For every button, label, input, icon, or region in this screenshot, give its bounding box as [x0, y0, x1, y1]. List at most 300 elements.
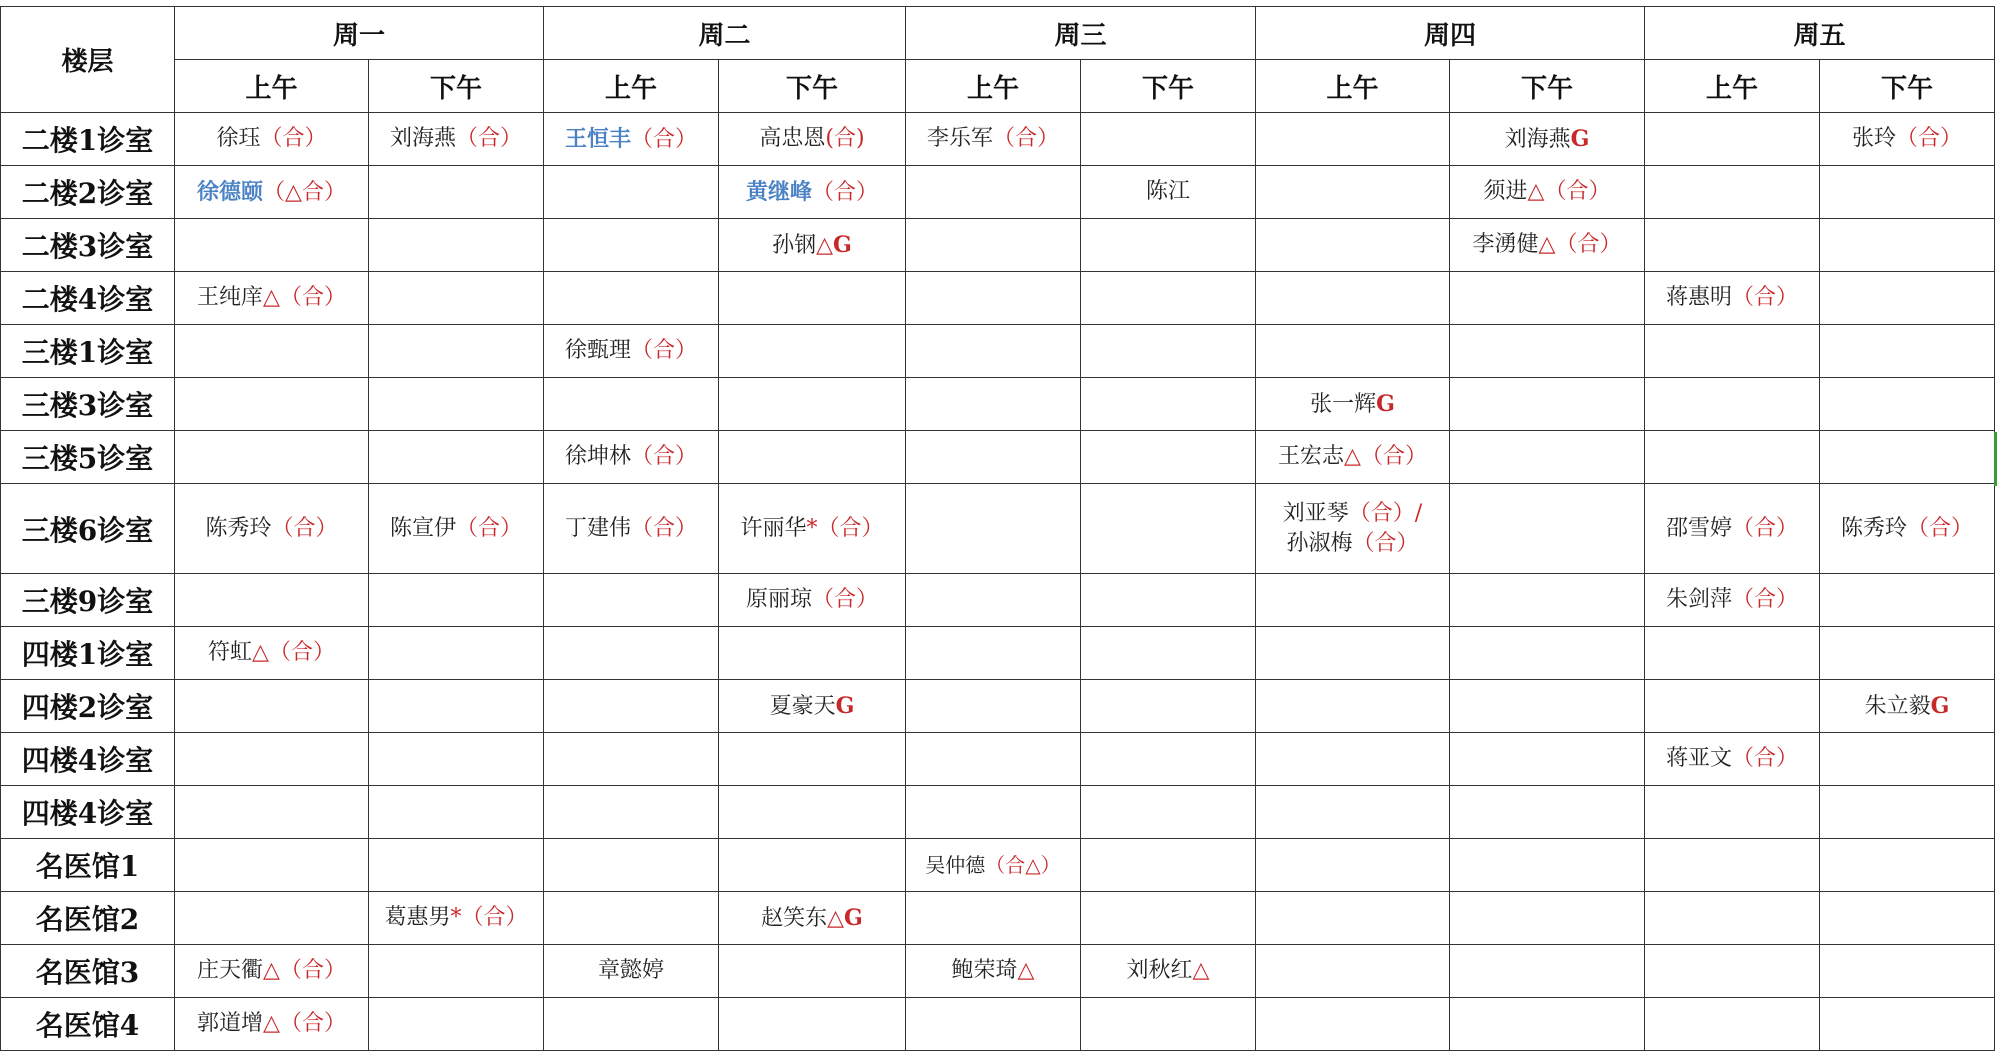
doctor-entry: [1450, 177, 1644, 207]
schedule-slot[interactable]: [1645, 945, 1820, 998]
schedule-slot[interactable]: [1256, 733, 1450, 786]
doctor-entry: [1081, 956, 1255, 986]
schedule-slot[interactable]: [1450, 431, 1645, 484]
schedule-slot[interactable]: [1645, 627, 1820, 680]
schedule-slot[interactable]: [1081, 219, 1256, 272]
schedule-slot[interactable]: [1081, 786, 1256, 839]
schedule-slot[interactable]: [906, 574, 1081, 627]
schedule-slot[interactable]: [1450, 272, 1645, 325]
clinic-type-suffix: G: [1570, 125, 1590, 152]
doctor-name: 原丽琼: [745, 587, 812, 612]
schedule-slot[interactable]: [1450, 219, 1645, 272]
schedule-slot[interactable]: [1820, 998, 1995, 1051]
schedule-slot[interactable]: [1450, 733, 1645, 786]
doctor-name: 符虹: [208, 640, 253, 665]
schedule-slot[interactable]: [1645, 998, 1820, 1051]
schedule-slot[interactable]: [1450, 378, 1645, 431]
doctor-name: 赵笑东: [761, 905, 828, 931]
clinic-type-suffix: △: [1192, 958, 1210, 983]
half-day-header-pm: 下午: [1450, 60, 1645, 113]
schedule-slot[interactable]: [1820, 113, 1995, 166]
schedule-slot[interactable]: [1081, 998, 1256, 1051]
schedule-slot[interactable]: [906, 680, 1081, 733]
doctor-entry: [369, 903, 543, 933]
doctor-name: 孙淑梅: [1286, 530, 1353, 556]
schedule-slot[interactable]: [1450, 680, 1645, 733]
clinic-type-suffix: △（合）: [263, 958, 346, 983]
schedule-slot[interactable]: [1450, 627, 1645, 680]
clinic-type-suffix: （合）: [260, 126, 327, 151]
schedule-slot[interactable]: [369, 166, 544, 219]
schedule-slot[interactable]: [1820, 839, 1995, 892]
schedule-slot[interactable]: [1081, 431, 1256, 484]
schedule-slot[interactable]: [1820, 325, 1995, 378]
clinic-type-suffix: （合）: [1732, 746, 1799, 771]
schedule-slot[interactable]: [1820, 680, 1995, 733]
table-row: [1, 627, 1995, 680]
half-day-header-pm: 下午: [1820, 60, 1995, 113]
table-row: [1, 998, 1995, 1051]
day-header-fri: 周五: [1645, 7, 1995, 60]
floor-room-cell: 四楼4诊室: [1, 733, 175, 786]
schedule-slot[interactable]: [175, 166, 369, 219]
schedule-slot[interactable]: [1256, 786, 1450, 839]
schedule-slot[interactable]: [906, 431, 1081, 484]
schedule-slot[interactable]: [369, 839, 544, 892]
schedule-slot[interactable]: [1081, 945, 1256, 998]
doctor-name: 陈秀玲: [205, 515, 272, 541]
schedule-slot[interactable]: [719, 431, 906, 484]
doctor-name: 朱剑萍: [1665, 587, 1732, 612]
half-day-header-pm: 下午: [369, 60, 544, 113]
schedule-slot[interactable]: [719, 945, 906, 998]
schedule-slot[interactable]: [175, 945, 369, 998]
doctor-name: 朱立毅: [1864, 693, 1931, 719]
doctor-entry: [175, 638, 368, 668]
half-day-header-am: 上午: [175, 60, 369, 113]
schedule-slot[interactable]: [1081, 892, 1256, 945]
table-row: [1, 272, 1995, 325]
schedule-slot[interactable]: [1820, 733, 1995, 786]
schedule-slot[interactable]: [175, 998, 369, 1051]
schedule-slot[interactable]: [369, 272, 544, 325]
schedule-slot[interactable]: [1645, 166, 1820, 219]
floor-room-cell: 二楼4诊室: [1, 272, 175, 325]
doctor-name: 夏豪天: [769, 693, 836, 719]
doctor-name: 高忠恩: [759, 126, 826, 151]
clinic-type-suffix: G: [835, 692, 855, 719]
schedule-slot[interactable]: [175, 325, 369, 378]
doctor-name: 须进: [1483, 179, 1528, 204]
schedule-slot[interactable]: [369, 113, 544, 166]
day-header-tue: 周二: [544, 7, 906, 60]
schedule-slot[interactable]: [1256, 945, 1450, 998]
schedule-slot[interactable]: [1081, 166, 1256, 219]
clinic-type-suffix: （合）: [1896, 126, 1963, 151]
schedule-slot[interactable]: [1256, 166, 1450, 219]
floor-room-cell: 名医馆4: [1, 998, 175, 1051]
schedule-slot[interactable]: [906, 733, 1081, 786]
schedule-slot[interactable]: [1256, 113, 1450, 166]
schedule-slot[interactable]: [1645, 786, 1820, 839]
clinic-type-suffix: （△合）: [263, 179, 346, 205]
schedule-slot[interactable]: [1645, 431, 1820, 484]
doctor-entry: [1820, 124, 1994, 154]
schedule-slot[interactable]: [1450, 325, 1645, 378]
doctor-entry: [906, 850, 1080, 880]
schedule-slot[interactable]: [1081, 574, 1256, 627]
schedule-slot[interactable]: [1645, 113, 1820, 166]
clinic-type-suffix: △（合）: [1538, 232, 1622, 257]
clinic-type-suffix: *（合）: [806, 515, 884, 541]
doctor-name: 刘海燕: [389, 126, 456, 151]
clinic-type-suffix: （合△）: [985, 853, 1061, 877]
floor-room-cell: 名医馆1: [1, 839, 175, 892]
schedule-slot[interactable]: [1450, 786, 1645, 839]
clinic-type-suffix: （合）: [1352, 530, 1419, 556]
schedule-slot[interactable]: [1081, 680, 1256, 733]
clinic-type-suffix: （合）/: [1348, 500, 1423, 526]
schedule-slot[interactable]: [906, 113, 1081, 166]
schedule-slot[interactable]: [719, 113, 906, 166]
schedule-slot[interactable]: [906, 786, 1081, 839]
schedule-slot[interactable]: [1820, 945, 1995, 998]
table-row: [1, 786, 1995, 839]
schedule-slot[interactable]: [1450, 113, 1645, 166]
schedule-slot[interactable]: [544, 325, 719, 378]
schedule-slot[interactable]: [1645, 839, 1820, 892]
doctor-entry: [719, 691, 905, 722]
schedule-slot[interactable]: [719, 839, 906, 892]
schedule-slot[interactable]: [1450, 945, 1645, 998]
schedule-slot[interactable]: [369, 627, 544, 680]
schedule-slot[interactable]: [719, 733, 906, 786]
doctor-name: 孙钢: [772, 232, 817, 258]
clinic-type-suffix: （合）: [1732, 285, 1799, 310]
doctor-name: 徐甄理: [564, 338, 631, 363]
doctor-name: 王纯庠: [197, 285, 264, 310]
clinic-type-suffix: △（合）: [1527, 179, 1611, 204]
doctor-name: 张玲: [1851, 126, 1896, 151]
doctor-name: 张一辉: [1310, 391, 1377, 417]
schedule-slot[interactable]: [719, 219, 906, 272]
doctor-name: 葛惠男: [384, 905, 451, 930]
schedule-slot[interactable]: [1820, 786, 1995, 839]
schedule-slot[interactable]: [1256, 680, 1450, 733]
schedule-slot[interactable]: [719, 574, 906, 627]
schedule-slot[interactable]: [719, 378, 906, 431]
doctor-entry: [544, 124, 718, 155]
schedule-slot[interactable]: [1645, 272, 1820, 325]
schedule-slot[interactable]: [369, 574, 544, 627]
doctor-entry: [719, 585, 905, 615]
schedule-slot[interactable]: [1645, 680, 1820, 733]
schedule-slot[interactable]: [369, 219, 544, 272]
table-row: [1, 166, 1995, 219]
doctor-entry: [906, 124, 1080, 154]
doctor-entry: [719, 903, 905, 934]
floor-room-cell: 名医馆3: [1, 945, 175, 998]
schedule-slot[interactable]: [175, 431, 369, 484]
schedule-slot[interactable]: [906, 839, 1081, 892]
doctor-name: 刘秋红: [1126, 958, 1193, 983]
half-day-header-am: 上午: [1645, 60, 1820, 113]
schedule-slot[interactable]: [544, 998, 719, 1051]
schedule-slot[interactable]: [906, 219, 1081, 272]
doctor-entry: [1256, 499, 1449, 529]
schedule-slot[interactable]: [544, 786, 719, 839]
schedule-slot[interactable]: [175, 627, 369, 680]
schedule-slot[interactable]: [1645, 733, 1820, 786]
schedule-slot[interactable]: [175, 113, 369, 166]
schedule-slot[interactable]: [369, 733, 544, 786]
doctor-entry: [719, 514, 905, 544]
schedule-slot[interactable]: [719, 680, 906, 733]
doctor-entry: [1450, 124, 1644, 155]
schedule-slot[interactable]: [544, 378, 719, 431]
schedule-slot[interactable]: [1256, 431, 1450, 484]
schedule-slot[interactable]: [1450, 998, 1645, 1051]
schedule-slot[interactable]: [1820, 574, 1995, 627]
schedule-slot[interactable]: [544, 219, 719, 272]
clinic-type-suffix: △: [1017, 958, 1035, 983]
doctor-entry: [369, 124, 543, 154]
schedule-slot[interactable]: [369, 945, 544, 998]
table-row: [1, 378, 1995, 431]
schedule-slot[interactable]: [906, 325, 1081, 378]
clinic-type-suffix: （合）: [1732, 587, 1799, 612]
schedule-slot[interactable]: [1081, 113, 1256, 166]
floor-room-cell: 二楼3诊室: [1, 219, 175, 272]
schedule-slot[interactable]: [1256, 998, 1450, 1051]
table-row: [1, 680, 1995, 733]
doctor-name: 陈秀玲: [1840, 515, 1907, 541]
schedule-slot[interactable]: [544, 431, 719, 484]
schedule-slot[interactable]: [1256, 839, 1450, 892]
schedule-slot[interactable]: [719, 484, 906, 574]
floor-room-cell: 二楼2诊室: [1, 166, 175, 219]
schedule-slot[interactable]: [544, 892, 719, 945]
doctor-name: 徐坤林: [564, 444, 631, 469]
schedule-slot[interactable]: [369, 484, 544, 574]
clinic-type-suffix: （合）: [1907, 515, 1974, 541]
schedule-slot[interactable]: [719, 627, 906, 680]
schedule-slot[interactable]: [1081, 272, 1256, 325]
doctor-name: 陈江: [1145, 179, 1190, 204]
floor-room-cell: 三楼9诊室: [1, 574, 175, 627]
clinic-type-suffix: （合）: [812, 179, 879, 205]
table-row: [1, 484, 1995, 574]
schedule-slot[interactable]: [1820, 484, 1995, 574]
schedule-slot[interactable]: [1820, 272, 1995, 325]
schedule-slot[interactable]: [544, 680, 719, 733]
clinic-type-suffix: （合）: [631, 338, 698, 363]
schedule-slot[interactable]: [1820, 627, 1995, 680]
schedule-slot[interactable]: [906, 166, 1081, 219]
doctor-name: 许丽华: [740, 515, 807, 541]
half-day-header-pm: 下午: [1081, 60, 1256, 113]
floor-room-cell: 三楼5诊室: [1, 431, 175, 484]
schedule-slot[interactable]: [175, 219, 369, 272]
doctor-name: 李湧健: [1472, 232, 1539, 257]
schedule-slot[interactable]: [544, 166, 719, 219]
schedule-slot[interactable]: [1256, 484, 1450, 574]
clinic-type-suffix: △（合）: [1344, 444, 1427, 469]
schedule-slot[interactable]: [906, 892, 1081, 945]
floor-room-cell: 三楼1诊室: [1, 325, 175, 378]
schedule-slot[interactable]: [719, 325, 906, 378]
schedule-slot[interactable]: [175, 378, 369, 431]
schedule-slot[interactable]: [1820, 166, 1995, 219]
schedule-slot[interactable]: [719, 166, 906, 219]
schedule-slot[interactable]: [1645, 574, 1820, 627]
table-row: [1, 945, 1995, 998]
schedule-slot[interactable]: [175, 892, 369, 945]
schedule-slot[interactable]: [1645, 378, 1820, 431]
schedule-slot[interactable]: [906, 998, 1081, 1051]
table-row: [1, 431, 1995, 484]
doctor-name: 徐珏: [216, 126, 261, 151]
floor-room-cell: 三楼3诊室: [1, 378, 175, 431]
schedule-slot[interactable]: [719, 272, 906, 325]
doctor-entry: [544, 514, 718, 544]
schedule-slot[interactable]: [1081, 378, 1256, 431]
doctor-name: 蒋惠明: [1665, 285, 1732, 310]
schedule-slot[interactable]: [369, 680, 544, 733]
schedule-slot[interactable]: [906, 378, 1081, 431]
schedule-slot[interactable]: [544, 113, 719, 166]
half-day-header-am: 上午: [1256, 60, 1450, 113]
schedule-slot[interactable]: [1081, 839, 1256, 892]
schedule-slot[interactable]: [369, 378, 544, 431]
schedule-slot[interactable]: [719, 998, 906, 1051]
schedule-slot[interactable]: [1450, 484, 1645, 574]
ampm-header-row: [1, 60, 1995, 113]
floor-room-cell: 二楼1诊室: [1, 113, 175, 166]
schedule-slot[interactable]: [1256, 378, 1450, 431]
schedule-slot[interactable]: [369, 431, 544, 484]
schedule-slot[interactable]: [906, 272, 1081, 325]
doctor-entry: [719, 177, 905, 208]
doctor-entry: [1256, 529, 1449, 559]
schedule-slot[interactable]: [1256, 219, 1450, 272]
schedule-slot[interactable]: [544, 272, 719, 325]
doctor-name: 李乐军: [926, 126, 993, 151]
clinic-type-suffix: G: [1930, 692, 1950, 719]
schedule-slot[interactable]: [1450, 839, 1645, 892]
clinic-type-suffix: △（合）: [252, 640, 335, 665]
clinic-type-suffix: (合): [825, 126, 865, 151]
schedule-body: [1, 113, 1995, 1051]
schedule-slot[interactable]: [1256, 272, 1450, 325]
floor-column-header: 楼层: [1, 7, 175, 113]
clinic-type-suffix: （合）: [993, 126, 1060, 151]
doctor-name: 徐德颐: [197, 178, 264, 205]
clinic-type-suffix: （合）: [631, 515, 698, 541]
schedule-slot[interactable]: [369, 786, 544, 839]
schedule-slot[interactable]: [719, 892, 906, 945]
schedule-slot[interactable]: [1645, 325, 1820, 378]
schedule-slot[interactable]: [175, 786, 369, 839]
schedule-slot[interactable]: [719, 786, 906, 839]
half-day-header-pm: 下午: [719, 60, 906, 113]
doctor-entry: [175, 177, 368, 208]
schedule-slot[interactable]: [544, 574, 719, 627]
table-row: [1, 325, 1995, 378]
doctor-entry: [1645, 744, 1819, 774]
schedule-slot[interactable]: [1820, 219, 1995, 272]
schedule-slot[interactable]: [1081, 484, 1256, 574]
table-row: [1, 733, 1995, 786]
schedule-slot[interactable]: [544, 945, 719, 998]
schedule-slot[interactable]: [1256, 892, 1450, 945]
clinic-type-suffix: （合）: [631, 444, 698, 469]
schedule-slot[interactable]: [544, 627, 719, 680]
schedule-slot[interactable]: [175, 733, 369, 786]
schedule-slot[interactable]: [369, 892, 544, 945]
clinic-type-suffix: △（合）: [263, 285, 346, 310]
schedule-slot[interactable]: [1450, 574, 1645, 627]
day-header-row: [1, 7, 1995, 60]
schedule-slot[interactable]: [1645, 484, 1820, 574]
doctor-entry: [1256, 442, 1449, 472]
schedule-slot[interactable]: [1450, 892, 1645, 945]
schedule-slot[interactable]: [906, 484, 1081, 574]
schedule-slot[interactable]: [369, 998, 544, 1051]
schedule-slot[interactable]: [1256, 627, 1450, 680]
schedule-slot[interactable]: [175, 484, 369, 574]
schedule-slot[interactable]: [369, 325, 544, 378]
day-header-thu: 周四: [1256, 7, 1645, 60]
schedule-slot[interactable]: [544, 733, 719, 786]
schedule-slot[interactable]: [1820, 378, 1995, 431]
floor-room-cell: 四楼4诊室: [1, 786, 175, 839]
doctor-entry: [1081, 177, 1255, 207]
doctor-entry: [175, 1009, 368, 1039]
doctor-name: 陈宣伊: [389, 515, 456, 541]
schedule-slot[interactable]: [906, 627, 1081, 680]
schedule-slot[interactable]: [175, 272, 369, 325]
schedule-slot[interactable]: [1820, 892, 1995, 945]
doctor-name: 刘亚琴: [1282, 500, 1349, 526]
doctor-name: 鲍荣琦: [951, 958, 1018, 983]
doctor-entry: [719, 124, 905, 154]
schedule-slot[interactable]: [544, 839, 719, 892]
doctor-entry: [906, 956, 1080, 986]
table-row: [1, 113, 1995, 166]
doctor-entry: [544, 336, 718, 366]
schedule-slot[interactable]: [175, 680, 369, 733]
schedule-slot[interactable]: [1081, 733, 1256, 786]
schedule-slot[interactable]: [175, 574, 369, 627]
day-header-mon: 周一: [175, 7, 544, 60]
schedule-slot[interactable]: [1081, 627, 1256, 680]
floor-room-cell: 名医馆2: [1, 892, 175, 945]
schedule-slot[interactable]: [1256, 325, 1450, 378]
schedule-slot[interactable]: [1256, 574, 1450, 627]
doctor-entry: [175, 124, 368, 154]
schedule-slot[interactable]: [175, 839, 369, 892]
schedule-slot[interactable]: [906, 945, 1081, 998]
schedule-slot[interactable]: [1450, 166, 1645, 219]
schedule-slot[interactable]: [544, 484, 719, 574]
schedule-slot[interactable]: [1081, 325, 1256, 378]
clinic-type-suffix: △（合）: [263, 1011, 346, 1036]
schedule-slot[interactable]: [1645, 892, 1820, 945]
table-row: [1, 574, 1995, 627]
schedule-slot[interactable]: [1645, 219, 1820, 272]
schedule-slot[interactable]: [1820, 431, 1995, 484]
